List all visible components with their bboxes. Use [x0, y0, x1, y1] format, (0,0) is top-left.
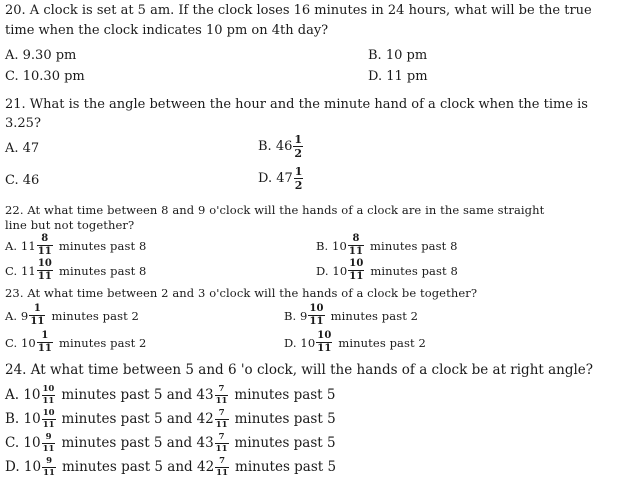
q20-stem-line1: 20. A clock is set at 5 am. If the clock loses 16 minutes in 24 hours, what will be the true [5, 3, 592, 18]
q20-option-c[interactable]: C. 10.30 pm [5, 69, 85, 84]
q24-option-d-mid: minutes past 5 and 42 [61, 459, 215, 475]
q21-option-d-fraction: $\frac{1}{2}$ [294, 165, 303, 192]
q23-option-b[interactable] [284, 304, 418, 327]
q21-option-b[interactable] [258, 134, 305, 159]
q23-option-c-fraction: $\frac{1}{11}$ [37, 330, 52, 354]
q24-option-d-whole1: D. 10 [5, 459, 42, 475]
q24-option-b-fraction2: $\frac{7}{11}$ [215, 408, 228, 430]
q24-stem-line1: 24. At what time between 5 and 6 'o clock, will the hands of a clock be at right angle? [5, 362, 594, 378]
q24-option-a-fraction2: $\frac{7}{11}$ [215, 384, 228, 406]
q23-option-d-fraction: $\frac{10}{11}$ [317, 330, 332, 354]
q24-option-c[interactable] [5, 433, 336, 453]
q23-option-a-fraction: $\frac{1}{11}$ [30, 303, 45, 327]
q22-stem-line1: 22. At what time between 8 and 9 o'clock will the hands of a clock are in the same straight [5, 203, 545, 217]
q23-option-c[interactable] [5, 331, 146, 354]
q24-option-c-end: minutes past 5 [234, 435, 336, 451]
q23-option-d-whole: D. 10 [284, 335, 316, 350]
q23-option-a-text: minutes past 2 [51, 308, 139, 323]
q23-option-d-text: minutes past 2 [338, 335, 426, 350]
q24-option-a[interactable] [5, 385, 336, 405]
q22-option-d-text: minutes past 8 [370, 263, 458, 278]
q24-option-a-whole1: A. 10 [5, 387, 41, 403]
q22-option-a-text: minutes past 8 [58, 238, 147, 253]
q24-option-d-fraction2: $\frac{7}{11}$ [216, 456, 229, 478]
q23-option-c-whole: C. 10 [5, 335, 36, 350]
q24-option-a-end: minutes past 5 [234, 387, 336, 403]
q22-option-c[interactable] [5, 259, 146, 282]
q24-option-b-end: minutes past 5 [234, 411, 336, 427]
q20-option-b[interactable]: B. 10 pm [368, 48, 428, 63]
q21-option-b-fraction: $\frac{1}{2}$ [294, 133, 303, 160]
q24-option-a-fraction1: $\frac{10}{11}$ [42, 384, 55, 406]
q22-option-a[interactable] [5, 234, 146, 257]
q24-option-b[interactable] [5, 409, 336, 429]
q24-option-b-fraction1: $\frac{10}{11}$ [42, 408, 55, 430]
q22-option-a-whole: A. 11 [5, 238, 36, 253]
q22-option-a-fraction: $\frac{8}{11}$ [37, 233, 52, 257]
q20-stem-line2: time when the clock indicates 10 pm on 4th day? [5, 23, 329, 38]
q21-stem-line2: 3.25? [5, 116, 41, 131]
q22-option-b-text: minutes past 8 [370, 238, 458, 253]
q24-option-c-fraction2: $\frac{7}{11}$ [215, 432, 228, 454]
q23-stem-line1: 23. At what time between 2 and 3 o'clock will the hands of a clock be together? [5, 286, 478, 300]
q21-option-b-whole: B. 46 [258, 139, 293, 154]
q22-option-d[interactable] [316, 259, 458, 282]
q22-stem-line2: line but not together? [5, 218, 135, 232]
q20-option-d[interactable]: D. 11 pm [368, 69, 428, 84]
q23-option-a-whole: A. 9 [5, 308, 29, 323]
q23-option-b-text: minutes past 2 [330, 308, 419, 323]
q21-stem-line1: 21. What is the angle between the hour and the minute hand of a clock when the time is [5, 97, 588, 112]
q23-option-b-fraction: $\frac{10}{11}$ [309, 303, 324, 327]
q22-option-b-whole: B. 10 [316, 238, 347, 253]
q22-option-d-fraction: $\frac{10}{11}$ [349, 258, 364, 282]
q21-option-a[interactable]: A. 47 [5, 141, 40, 156]
q20-option-a[interactable]: A. 9.30 pm [5, 48, 77, 63]
q22-option-d-whole: D. 10 [316, 263, 348, 278]
q22-option-b-fraction: $\frac{8}{11}$ [348, 233, 364, 257]
q24-option-b-whole1: B. 10 [5, 411, 41, 427]
q24-option-c-mid: minutes past 5 and 43 [61, 435, 214, 451]
q21-option-d-whole: D. 47 [258, 171, 293, 186]
q22-option-c-text: minutes past 8 [58, 263, 147, 278]
q24-option-d-end: minutes past 5 [235, 459, 337, 475]
q22-option-b[interactable] [316, 234, 458, 257]
q24-option-c-fraction1: $\frac{9}{11}$ [42, 432, 55, 454]
q23-option-a[interactable] [5, 304, 139, 327]
q22-option-c-fraction: $\frac{10}{11}$ [37, 258, 52, 282]
q24-option-a-mid: minutes past 5 and 43 [61, 387, 214, 403]
q23-option-c-text: minutes past 2 [58, 335, 147, 350]
q23-option-d[interactable] [284, 331, 426, 354]
q24-option-b-mid: minutes past 5 and 42 [61, 411, 214, 427]
q21-option-c[interactable]: C. 46 [5, 173, 40, 188]
q23-option-b-whole: B. 9 [284, 308, 308, 323]
q21-option-d[interactable] [258, 166, 305, 191]
q24-option-c-whole1: C. 10 [5, 435, 41, 451]
q22-option-c-whole: C. 11 [5, 263, 36, 278]
q24-option-d-fraction1: $\frac{9}{11}$ [43, 456, 55, 478]
q24-option-d[interactable] [5, 457, 336, 477]
